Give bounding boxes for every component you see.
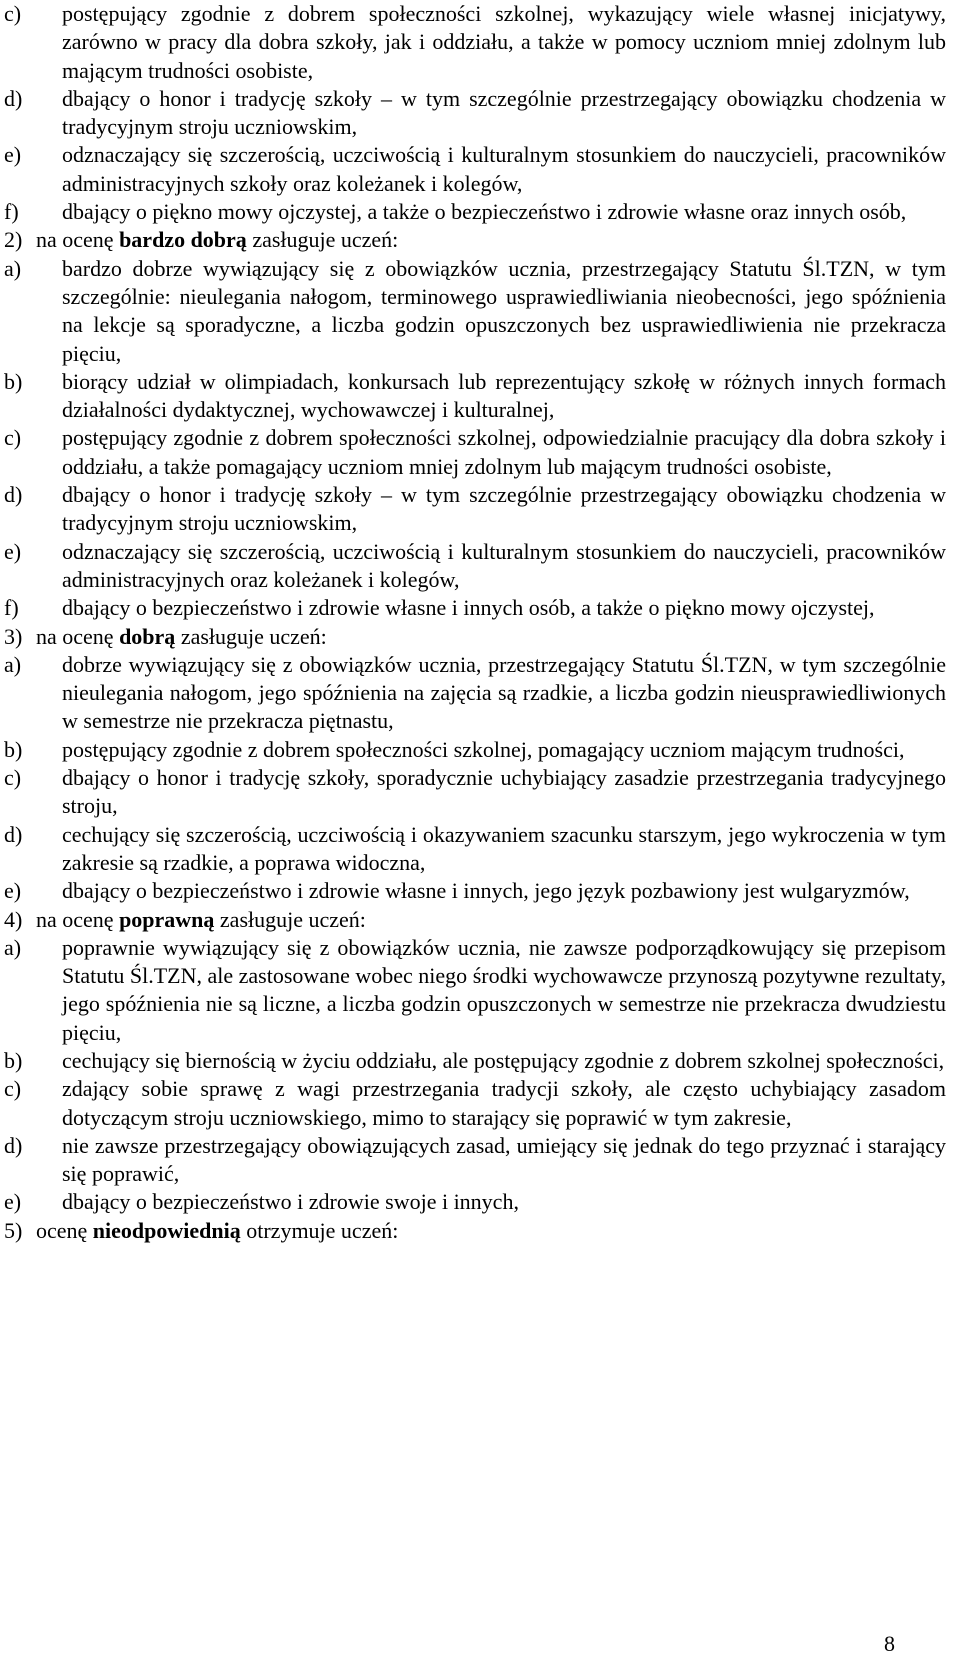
list-item-text: dbający o bezpieczeństwo i zdrowie własne i innych osób, a także o piękno mowy ojczystej, <box>62 595 875 621</box>
list-item <box>0 1075 960 1132</box>
list-item-text: dobrze wywiązujący się z obowiązków ucznia, przestrzegający Statutu Śl.TZN, w tym szczególnie nieulegania nałogom, jego spóźnienia na zajęcia są rzadkie, a liczba godzin nieusprawiedliwionych w semestrze nie przekracza piętnastu, <box>62 651 946 734</box>
list-item <box>0 1188 960 1216</box>
section-tail-text: zasługuje uczeń: <box>246 227 399 253</box>
list-item-text: dbający o piękno mowy ojczystej, a także o bezpieczeństwo i zdrowie własne oraz innych osób, <box>62 199 907 225</box>
list-item <box>0 368 960 425</box>
list-marker: c) <box>4 765 22 791</box>
section-tail-text: otrzymuje uczeń: <box>240 1217 399 1243</box>
list-item-text: biorący udział w olimpiadach, konkursach lub reprezentujący szkołę w różnych innych formach działalności dydaktycznej, wychowawczej i kulturalnej, <box>62 368 946 423</box>
list-item-text: dbający o honor i tradycję szkoły – w tym szczególnie przestrzegający obowiązku chodzenia w tradycyjnym stroju uczniowskim, <box>62 85 946 140</box>
section-lead-text: na ocenę <box>36 623 120 649</box>
list-item-text: dbający o bezpieczeństwo i zdrowie własne i innych, jego język pozbawiony jest wulgaryzmów, <box>62 878 910 904</box>
section-lead-text: na ocenę <box>36 906 120 932</box>
list-item-text: dbający o honor i tradycję szkoły – w tym szczególnie przestrzegający obowiązku chodzenia w tradycyjnym stroju uczniowskim, <box>62 482 946 536</box>
list-marker: 2) <box>4 227 23 253</box>
grade-name: bardzo dobrą <box>119 227 247 253</box>
section-lead-text: na ocenę <box>36 227 120 253</box>
list-item-text: postępujący zgodnie z dobrem społeczności szkolnej, odpowiedzialnie pracujący dla dobra szkoły i oddziału, a także pomagający uczniom mniej zdolnym lub mającym trudności osobiste, <box>62 425 946 479</box>
list-item-text: zdający sobie sprawę z wagi przestrzegania tradycji szkoły, ale często uchybiający zasadom dotyczącym stroju uczniowskiego, mimo to starający się poprawić w tym zakresie, <box>62 1076 946 1130</box>
list-marker: 3) <box>4 623 23 649</box>
list-marker: 5) <box>4 1217 23 1243</box>
list-item <box>0 0 960 85</box>
list-marker: c) <box>4 1 22 26</box>
list-marker: c) <box>4 1076 22 1102</box>
list-marker: f) <box>4 595 19 621</box>
list-item-text: bardzo dobrze wywiązujący się z obowiązków ucznia, przestrzegający Statutu Śl.TZN, w tym szczególnie: nieulegania nałogom, terminowego usprawiedliwiania nieobecności, jego spóźnienia na lekcje są sporadyczne, a liczba godzin opuszczonych bez usprawiedliwienia nie przekracza pięciu, <box>62 255 946 366</box>
list-item <box>0 481 960 538</box>
list-item <box>0 651 960 736</box>
grade-name: nieodpowiednią <box>92 1217 241 1243</box>
section-tail-text: zasługuje uczeń: <box>175 623 327 649</box>
list-item-text: dbający o bezpieczeństwo i zdrowie swoje i innych, <box>62 1189 519 1215</box>
list-item <box>0 764 960 821</box>
list-item-text: postępujący zgodnie z dobrem społeczności szkolnej, pomagający uczniom mającym trudności, <box>62 736 905 762</box>
list-marker: e) <box>4 878 22 904</box>
list-marker: a) <box>4 651 22 677</box>
list-marker: 4) <box>4 906 23 932</box>
list-marker: b) <box>4 1047 23 1073</box>
list-item <box>0 594 960 622</box>
list-item <box>0 877 960 905</box>
list-item-text: nie zawsze przestrzegający obowiązujących zasad, umiejący się jednak do tego przyznać i starający się poprawić, <box>62 1132 946 1187</box>
list-marker: d) <box>4 821 23 847</box>
list-section <box>0 906 960 934</box>
list-marker: d) <box>4 1132 23 1158</box>
list-marker: e) <box>4 1189 22 1215</box>
list-section <box>0 1217 960 1245</box>
list-marker: e) <box>4 538 22 564</box>
list-item-text: dbający o honor i tradycję szkoły, sporadycznie uchybiający zasadzie przestrzegania tradycyjnego stroju, <box>62 765 946 819</box>
grade-name: dobrą <box>119 623 176 649</box>
list-section <box>0 623 960 651</box>
list-marker: d) <box>4 482 23 508</box>
list-marker: b) <box>4 368 23 394</box>
list-item-text: postępujący zgodnie z dobrem społeczności szkolnej, wykazujący wiele własnej inicjatywy, zarówno w pracy dla dobra szkoły, jak i oddziału, a także w pomocy uczniom mniej zdolnym lub mającym trudności osobiste, <box>62 1 946 83</box>
list-item <box>0 198 960 226</box>
page-number: 8 <box>884 1631 895 1656</box>
list-item <box>0 424 960 481</box>
section-lead-text: ocenę <box>36 1217 93 1243</box>
list-item-text: cechujący się szczerością, uczciwością i okazywaniem szacunku starszym, jego wykroczenia w tym zakresie są rzadkie, a poprawa widoczna, <box>62 821 946 875</box>
list-item <box>0 934 960 1047</box>
section-tail-text: zasługuje uczeń: <box>214 906 366 932</box>
list-marker: c) <box>4 425 22 451</box>
list-marker: a) <box>4 934 22 960</box>
list-item <box>0 736 960 764</box>
list-item-text: odznaczający się szczerością, uczciwością i kulturalnym stosunkiem do nauczycieli, pracowników administracyjnych szkoły oraz koleżanek i kolegów, <box>62 142 946 196</box>
list-item <box>0 821 960 878</box>
list-item <box>0 538 960 595</box>
list-marker: d) <box>4 85 23 111</box>
list-marker: e) <box>4 142 22 168</box>
list-marker: b) <box>4 736 23 762</box>
list-marker: a) <box>4 255 22 281</box>
list-marker: f) <box>4 199 19 225</box>
list-item <box>0 141 960 198</box>
list-item <box>0 1047 960 1075</box>
grade-name: poprawną <box>119 906 215 932</box>
list-section <box>0 226 960 254</box>
list-item <box>0 255 960 368</box>
list-item <box>0 1132 960 1189</box>
list-item-text: poprawnie wywiązujący się z obowiązków ucznia, nie zawsze podporządkowujący się przepisom Statutu Śl.TZN, ale zastosowane wobec niego środki wychowawcze przynoszą pozytywne rezultaty, jego spóźnienia nie są liczne, a liczba godzin opuszczonych w semestrze nie przekracza dwudziestu pięciu, <box>62 934 946 1045</box>
list-item <box>0 85 960 142</box>
list-item-text: odznaczający się szczerością, uczciwością i kulturalnym stosunkiem do nauczycieli, pracowników administracyjnych oraz koleżanek i kolegów, <box>62 538 946 592</box>
list-item-text: cechujący się biernością w życiu oddziału, ale postępujący zgodnie z dobrem szkolnej społeczności, <box>62 1047 945 1073</box>
